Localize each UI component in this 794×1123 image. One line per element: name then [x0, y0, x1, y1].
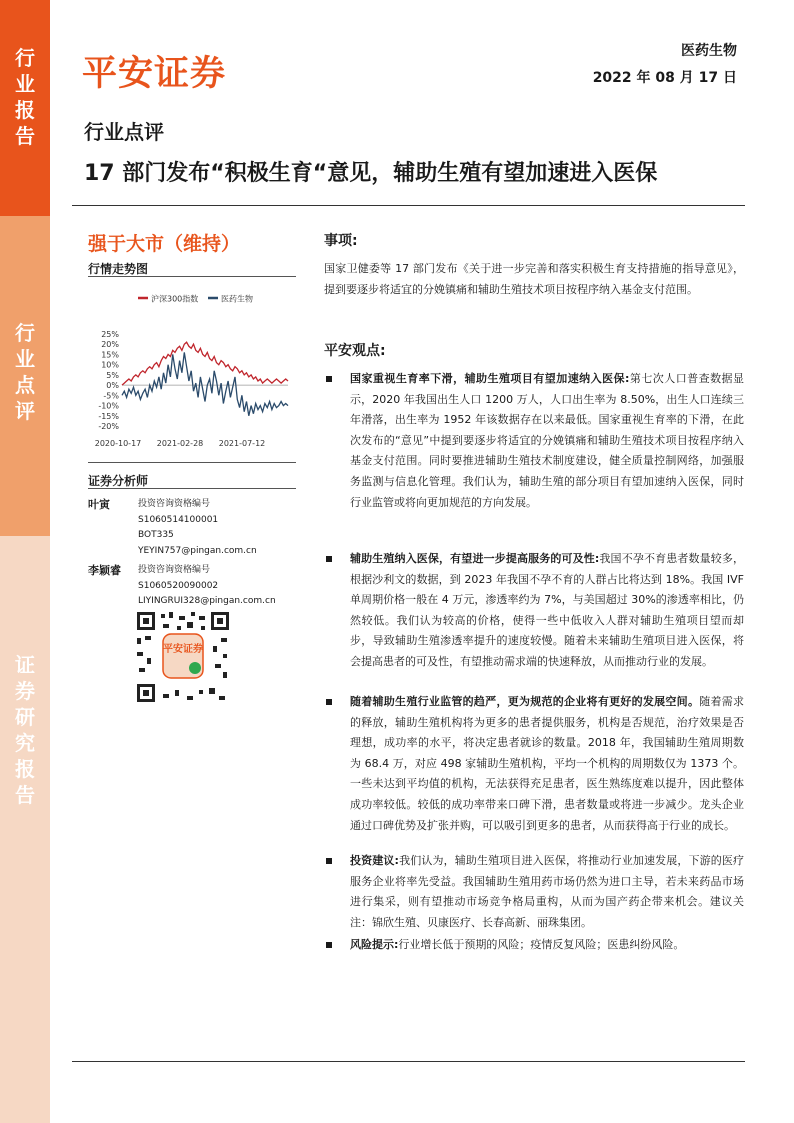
bullet-investment — [324, 851, 744, 933]
analyst-name: 叶寅 — [88, 498, 110, 511]
report-date: 2022 年 08 月 17 日 — [592, 70, 737, 86]
qr-code-icon — [133, 608, 233, 706]
y-tick-label: -10% — [98, 401, 119, 411]
y-tick-label: 5% — [106, 370, 119, 380]
bullet-lead: 随着辅助生殖行业监管的趋严，更为规范的企业将有更好的发展空间。 — [350, 695, 700, 708]
bullet-marker — [326, 942, 332, 948]
divider-bottom — [72, 1061, 745, 1062]
legend-label: 医药生物 — [221, 294, 253, 304]
analyst-line: 投资咨询资格编号 — [138, 565, 211, 575]
bullet-marker — [326, 699, 332, 705]
analysts-heading: 证券分析师 — [88, 474, 149, 488]
analyst-line: S1060514100001 — [138, 514, 219, 525]
analyst-email[interactable]: YEYIN757@pingan.com.cn — [138, 545, 257, 556]
bullet-birth-rate — [324, 369, 744, 513]
divider — [88, 276, 296, 277]
divider — [88, 462, 296, 463]
bullet-body: 我国不孕不育患者数量较多，根据沙利文的数据，到 2023 年我国不孕不育的人群占比将达到 18%。我国 IVF 单周期价格一般在 4 万元，渗透率约为 7%，与美国超过 30%的渗透率相比，仍然较低。我们认为较高的价格，使得一些中低收入人群对辅助生殖项目望而却步，导致辅助生殖渗透率提升的速度较慢。随着未来辅助生殖项目进入医保，将会提高患者的可及性，有望推动需求端的快速释放，从而推动行业的发展。 — [350, 552, 745, 668]
analyst-line: 投资咨询资格编号 — [138, 499, 211, 509]
report-type: 行业点评 — [84, 120, 164, 144]
side-band — [0, 0, 50, 1123]
bullet-marker — [326, 556, 332, 562]
analyst-line: BOT335 — [138, 530, 174, 540]
qr-logo-text: 平安证券 — [163, 644, 203, 655]
bullet-lead: 国家重视生育率下滑，辅助生殖项目有望加速纳入医保: — [350, 372, 630, 385]
analyst-email[interactable]: LIYINGRUI328@pingan.com.cn — [138, 596, 276, 606]
bullet-body: 我们认为，辅助生殖项目进入医保，将推动行业加速发展，下游的医疗服务企业将率先受益。我国辅助生殖用药市场仍然为进口主导，若未来药品市场进行集采，则有望推动市场竞争格局重构，从而为国产药企带来机会。建议关注：锦欣生殖、贝康医疗、长春高新、丽珠集团。 — [350, 854, 745, 929]
sidebar-label-commentary: 行 业 点 评 — [0, 216, 50, 536]
y-tick-label: -15% — [98, 411, 119, 421]
qr-code[interactable] — [133, 608, 233, 706]
bullet-body: 第七次人口普查数据显示，2020 年我国出生人口 1200 万人，人口出生率为 8.50%，出生人口连续三年滑落，出生率为 1952 年该数据存在以来最低。国家重视生育率的下滑，在此次发布的“意见”中提到要逐步将适宜的分娩镇痛和辅助生殖技术项目按程序纳入基金支付范围。同时要推进辅助生殖技术制度建设，健全质量控制网络，加强服务监测与信息化管理。我们认为，辅助生殖的部分项目有望加速纳入医保，同时行业监管或将向更加规范的方向发展。 — [350, 372, 744, 509]
analyst-name: 李颖睿 — [88, 564, 121, 577]
bullet-lead: 辅助生殖纳入医保，有望进一步提高服务的可及性: — [350, 552, 600, 565]
bullet-lead: 投资建议: — [350, 854, 399, 867]
y-tick-label: -20% — [98, 422, 119, 431]
y-tick-label: 25% — [101, 330, 119, 339]
x-tick-label: 2020-10-17 — [94, 439, 142, 448]
analyst-line: S1060520090002 — [138, 580, 219, 591]
bullet-lead: 风险提示: — [350, 938, 399, 951]
y-tick-label: 15% — [101, 350, 119, 360]
y-tick-label: 20% — [101, 340, 119, 350]
market-chart — [88, 286, 298, 454]
bullet-accessibility — [324, 549, 744, 673]
bullet-risk — [324, 935, 744, 956]
y-tick-label: -5% — [103, 391, 119, 401]
bullet-marker — [326, 858, 332, 864]
event-heading: 事项: — [324, 233, 358, 249]
y-tick-label: 0% — [106, 381, 119, 391]
sidebar-label-research: 证 券 研 究 报 告 — [0, 536, 50, 1123]
company-logo: 平安证券 — [82, 54, 227, 94]
headline: 17 部门发布“积极生育“意见，辅助生殖有望加速进入医保 — [84, 161, 658, 186]
bullet-body: 行业增长低于预期的风险；疫情反复风险；医患纠纷风险。 — [398, 938, 685, 951]
divider — [88, 488, 296, 489]
bullet-body: 随着需求的释放，辅助生殖机构将为更多的患者提供服务，机构是否规范，治疗效果是否理想，成功率的水平，将决定患者就诊的数量。2018 年，我国辅助生殖周期数为 68.4 万，对应 498 家辅助生殖机构，平均一个机构的周期数仅为 1373 个。一些未达到平均值的机构，无法获得充足患者，医生熟练度难以提升，因此整体成功率较低。较低的成功率带来口碑下滑，患者数量或将进一步减少。龙头企业通过口碑优势及扩张并购，可以吸引到更多的患者，从而获得高于行业的成长。 — [350, 695, 745, 832]
series-line — [122, 352, 288, 415]
sidebar-label-report: 行 业 报 告 — [0, 0, 50, 216]
divider-top — [72, 205, 745, 206]
chart-heading: 行情走势图 — [88, 262, 149, 276]
event-text: 国家卫健委等 17 部门发布《关于进一步完善和落实积极生育支持措施的指导意见》，提到要逐步将适宜的分娩镇痛和辅助生殖技术项目按程序纳入基金支付范围。 — [324, 262, 744, 296]
series-line — [122, 342, 288, 385]
chart-svg — [88, 286, 298, 454]
sector-label: 医药生物 — [681, 43, 737, 59]
legend-label: 沪深300指数 — [151, 294, 199, 304]
x-tick-label: 2021-02-28 — [156, 439, 204, 448]
view-heading: 平安观点: — [324, 343, 386, 359]
bullet-marker — [326, 376, 332, 382]
bullet-regulation — [324, 692, 744, 836]
x-tick-label: 2021-07-12 — [218, 439, 266, 448]
y-tick-label: 10% — [101, 360, 119, 370]
rating: 强于大市（维持） — [88, 233, 241, 255]
